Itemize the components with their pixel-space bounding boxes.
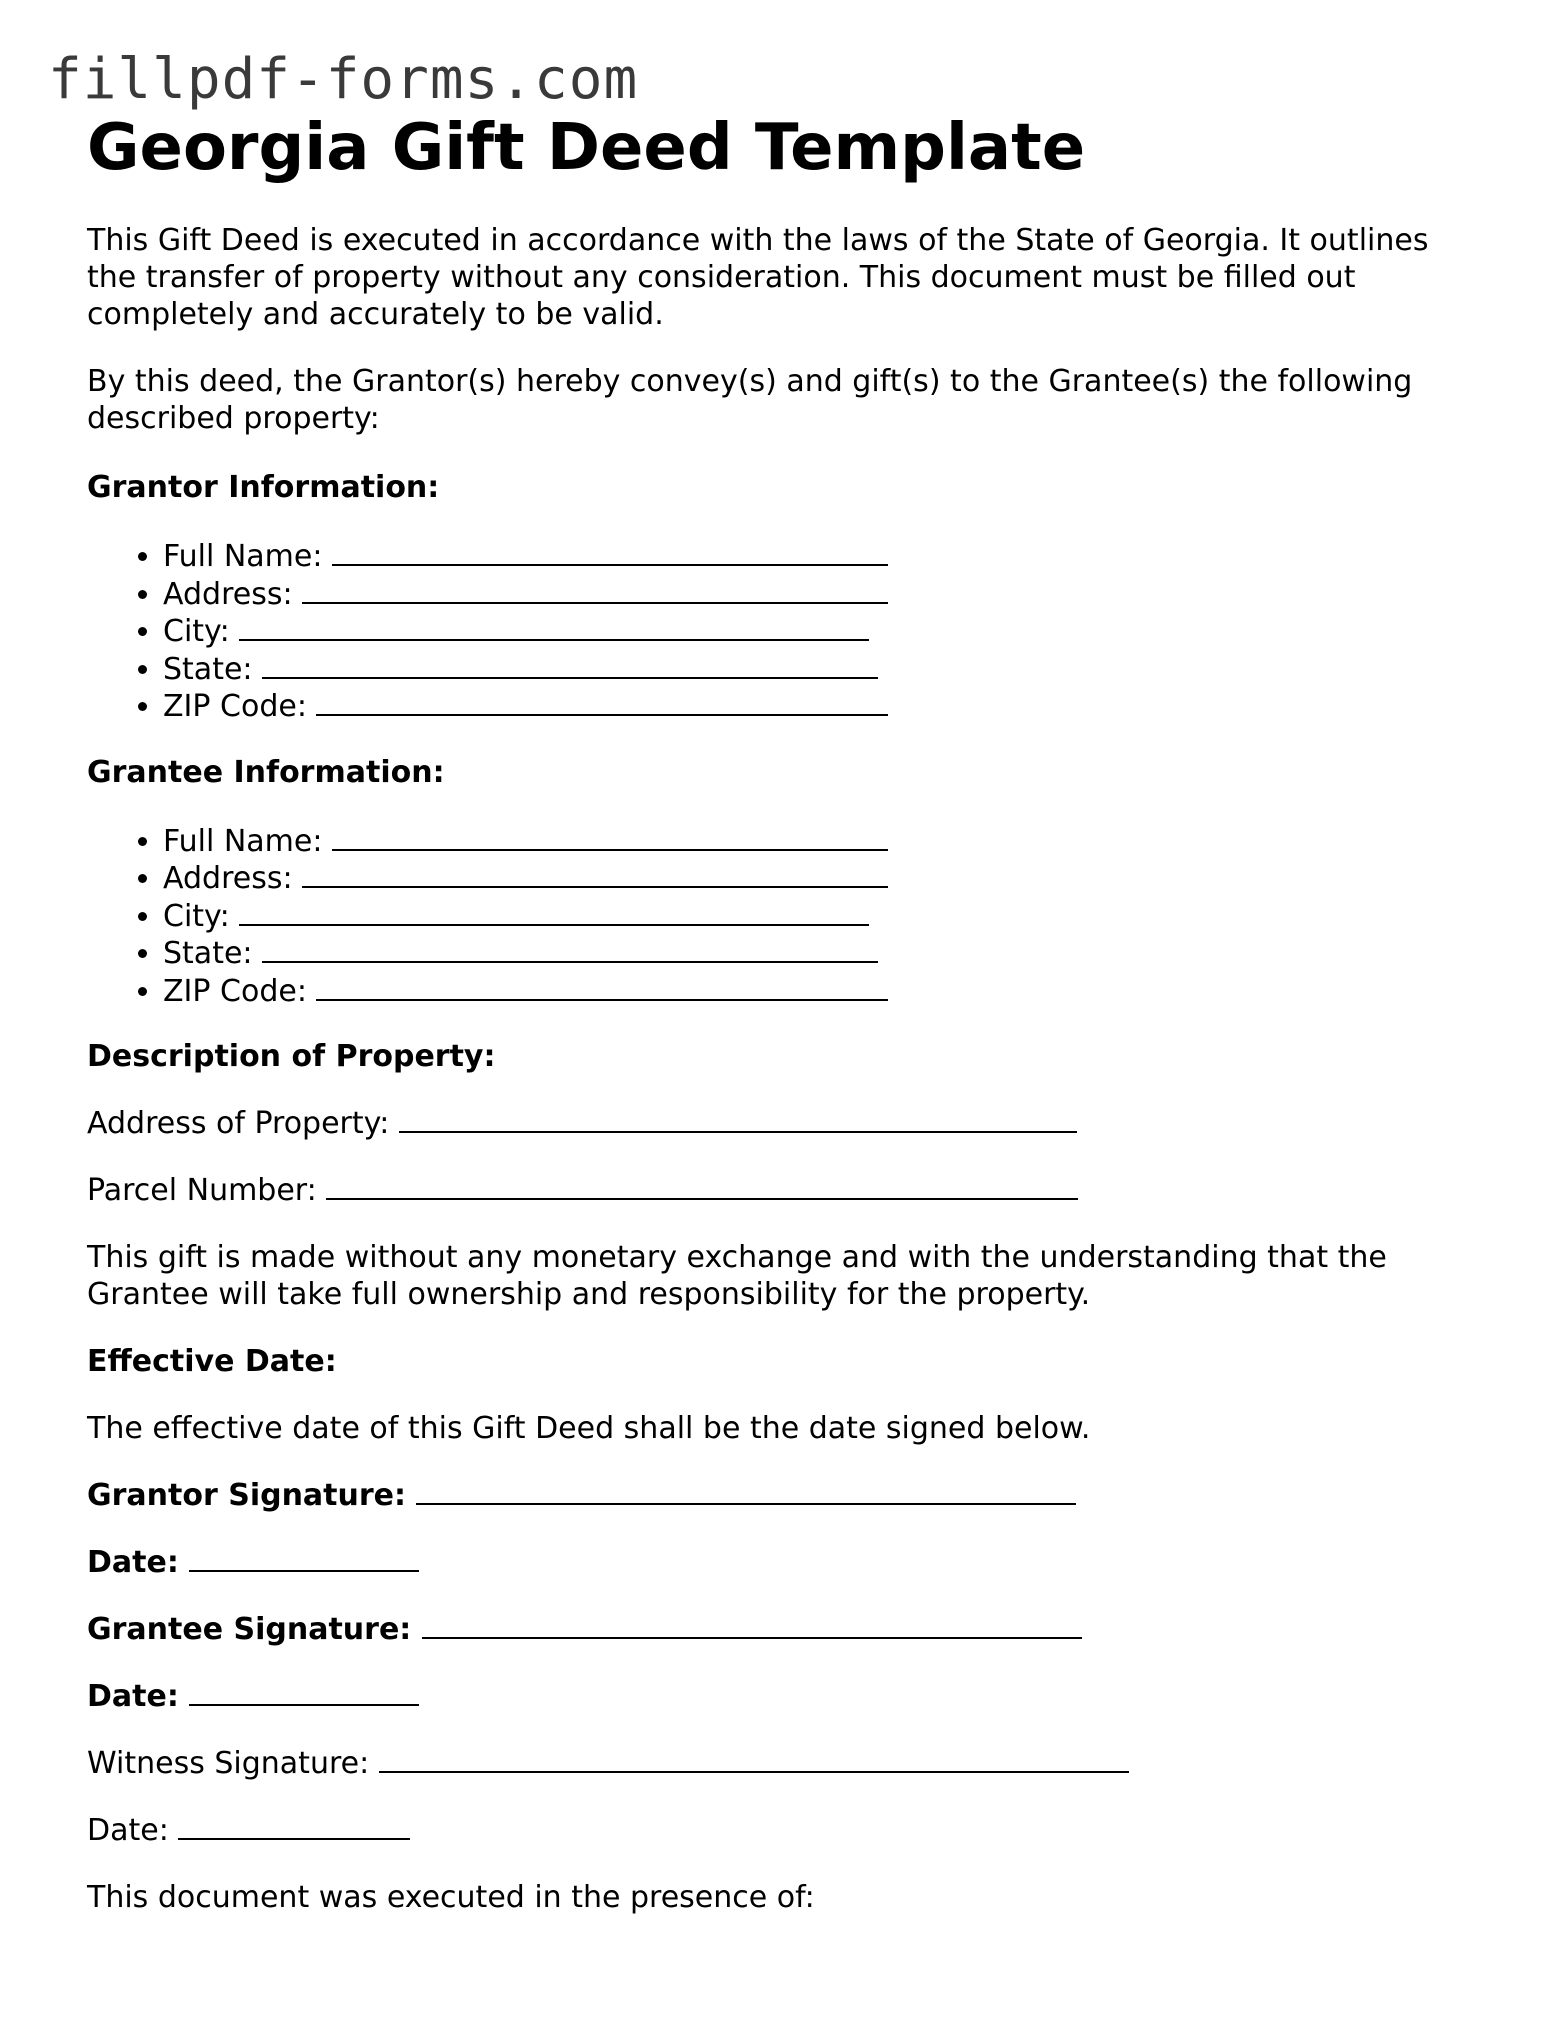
grantee-zip: [163, 973, 1487, 1011]
grantee-date-row: [87, 1678, 1487, 1715]
grantee-city-line[interactable]: [239, 898, 869, 926]
grantor-city: [163, 613, 1487, 651]
grantee-full-name: [163, 823, 1487, 861]
field-label: ZIP Code:: [163, 689, 307, 724]
grantor-full-name-line[interactable]: [332, 538, 888, 566]
parcel-number-label: Parcel Number:: [87, 1173, 317, 1208]
witness-date-line[interactable]: [178, 1812, 410, 1840]
grantor-full-name: [163, 538, 1487, 576]
grantee-city: [163, 898, 1487, 936]
grantor-address: [163, 576, 1487, 614]
grantor-signature-row: [87, 1477, 1487, 1514]
field-label: Full Name:: [163, 539, 323, 574]
property-address-row: [87, 1105, 1487, 1142]
grantor-date-row: [87, 1544, 1487, 1581]
grantor-zip-line[interactable]: [316, 688, 888, 716]
property-address-line[interactable]: [399, 1105, 1077, 1133]
grantee-state: [163, 935, 1487, 973]
field-label: Address:: [163, 576, 293, 612]
grantee-state-line[interactable]: [262, 935, 878, 963]
effective-date-statement: The effective date of this Gift Deed shall be the date signed below.: [87, 1411, 1091, 1446]
grantor-date-label: Date:: [87, 1545, 179, 1580]
grantee-full-name-line[interactable]: [332, 823, 888, 851]
parcel-number-row: [87, 1172, 1487, 1209]
intro-paragraph-1: This Gift Deed is executed in accordance with the laws of the State of Georgia. It outlines the transfer of property without any consideration. This document must be filled out completely and accurately to be valid.: [87, 223, 1429, 332]
grantor-heading: Grantor Information:: [87, 470, 440, 505]
field-label: ZIP Code:: [163, 973, 307, 1009]
witness-date-row: [87, 1812, 1487, 1849]
grantee-date-line[interactable]: [189, 1678, 419, 1706]
grantor-state: [163, 651, 1487, 689]
witness-signature-line[interactable]: [379, 1745, 1129, 1773]
property-address-label: Address of Property:: [87, 1106, 390, 1141]
grantee-signature-label: Grantee Signature:: [87, 1612, 412, 1647]
property-statement: This gift is made without any monetary exchange and with the understanding that the Grantee will take full ownership and responsibility for the property.: [87, 1240, 1387, 1312]
parcel-number-line[interactable]: [326, 1172, 1078, 1200]
grantee-address: [163, 860, 1487, 898]
grantor-signature-label: Grantor Signature:: [87, 1478, 407, 1513]
grantor-state-line[interactable]: [262, 651, 878, 679]
witness-signature-label: Witness Signature:: [87, 1746, 370, 1781]
witness-date-label: Date:: [87, 1813, 169, 1848]
field-label: City:: [163, 614, 230, 649]
page-title: Georgia Gift Deed Template: [87, 111, 1086, 185]
effective-date-heading: Effective Date:: [87, 1344, 337, 1379]
closing-statement: This document was executed in the presence of:: [87, 1880, 815, 1915]
grantee-signature-line[interactable]: [422, 1611, 1082, 1639]
grantor-field-list: [87, 538, 1487, 726]
grantee-signature-row: [87, 1611, 1487, 1648]
grantee-address-line[interactable]: [302, 860, 888, 888]
grantor-zip: [163, 688, 1487, 726]
grantee-field-list: [87, 823, 1487, 1011]
watermark: fillpdf-forms.com: [48, 47, 639, 112]
document-page: [87, 112, 1487, 1916]
witness-signature-row: [87, 1745, 1487, 1782]
grantor-signature-line[interactable]: [416, 1477, 1076, 1505]
grantee-zip-line[interactable]: [316, 973, 888, 1001]
field-label: City:: [163, 898, 230, 934]
field-label: State:: [163, 936, 253, 971]
grantor-date-line[interactable]: [189, 1544, 419, 1572]
intro-paragraph-2: By this deed, the Grantor(s) hereby convey(s) and gift(s) to the Grantee(s) the following described property:: [87, 364, 1413, 436]
grantee-date-label: Date:: [87, 1679, 179, 1714]
field-label: Address:: [163, 861, 293, 896]
grantee-heading: Grantee Information:: [87, 754, 445, 790]
field-label: Full Name:: [163, 823, 323, 859]
property-heading: Description of Property:: [87, 1039, 496, 1074]
grantor-address-line[interactable]: [302, 576, 888, 604]
field-label: State:: [163, 651, 253, 687]
grantor-city-line[interactable]: [239, 613, 869, 641]
